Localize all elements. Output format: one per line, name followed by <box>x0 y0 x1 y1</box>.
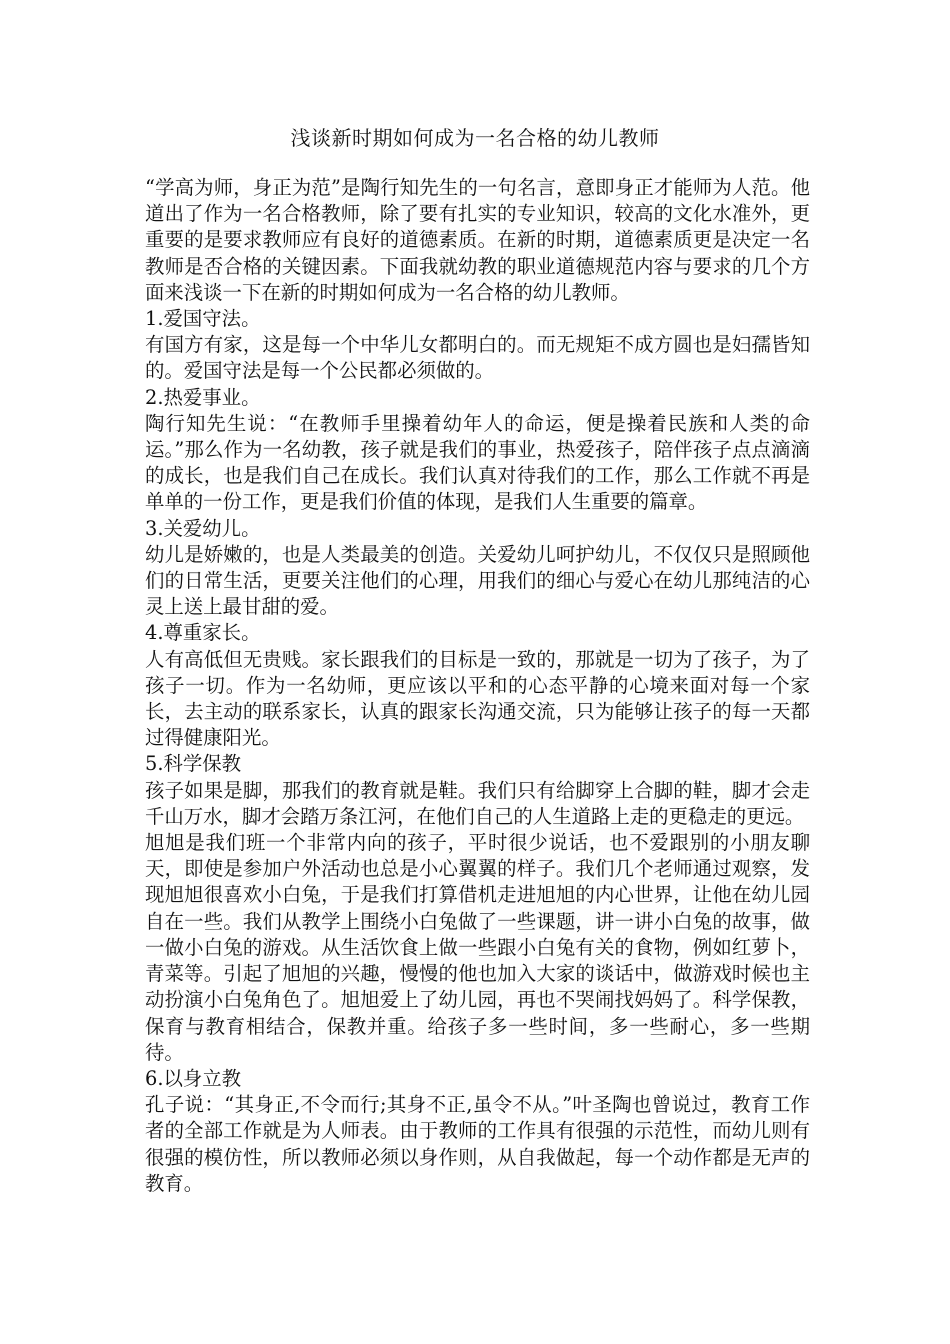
paragraph-5b: 旭旭是我们班一个非常内向的孩子，平时很少说话，也不爱跟别的小朋友聊天，即使是参加户外活动也总是小心翼翼的样子。我们几个老师通过观察，发现旭旭很喜欢小白兔，于是我们打算借机走进旭旭的内心世界，让他在幼儿园自在一些。我们从教学上围绕小白兔做了一些课题，讲一讲小白兔的故事，做一做小白兔的游戏。从生活饮食上做一些跟小白兔有关的食物，例如红萝卜，青菜等。引起了旭旭的兴趣，慢慢的他也加入大家的谈话中，做游戏时候也主动扮演小白兔角色了。旭旭爱上了幼儿园，再也不哭闹找妈妈了。科学保教，保育与教育相结合，保教并重。给孩子多一些时间，多一些耐心，多一些期待。 <box>145 831 810 1064</box>
section-heading-1: 1.爱国守法。 <box>145 307 261 331</box>
paragraph-3: 幼儿是娇嫩的，也是人类最美的创造。关爱幼儿呵护幼儿，不仅仅只是照顾他们的日常生活，更要关注他们的心理，用我们的细心与爱心在幼儿那纯洁的心灵上送上最甘甜的爱。 <box>145 542 810 619</box>
paragraph-2: 陶行知先生说：“在教师手里操着幼年人的命运，便是操着民族和人类的命运。”那么作为一名幼教，孩子就是我们的事业，热爱孩子，陪伴孩子点点滴滴的成长，也是我们自己在成长。我们认真对待我们的工作，那么工作就不再是单单的一份工作，更是我们价值的体现，是我们人生重要的篇章。 <box>145 411 810 514</box>
document-body <box>145 175 810 1197</box>
section-heading-5: 5.科学保教 <box>145 752 242 776</box>
paragraph-1: 有国方有家，这是每一个中华儿女都明白的。而无规矩不成方圆也是妇孺皆知的。爱国守法是每一个公民都必须做的。 <box>145 333 810 383</box>
section-heading-4: 4.尊重家长。 <box>145 621 261 645</box>
section-heading-6: 6.以身立教 <box>145 1066 242 1090</box>
paragraph-6: 孔子说：“其身正,不令而行;其身不正,虽令不从。”叶圣陶也曾说过，教育工作者的全部工作就是为人师表。由于教师的工作具有很强的示范性，而幼儿则有很强的模仿性，所以教师必须以身作则，从自我做起，每一个动作都是无声的教育。 <box>145 1093 810 1195</box>
section-heading-3: 3.关爱幼儿。 <box>145 516 261 540</box>
document-title: 浅谈新时期如何成为一名合格的幼儿教师 <box>290 126 660 150</box>
paragraph-intro: “学高为师，身正为范”是陶行知先生的一句名言，意即身正才能师为人范。他道出了作为一名合格教师，除了要有扎实的专业知识，较高的文化水准外，更重要的是要求教师应有良好的道德素质。在新的时期，道德素质更是决定一名教师是否合格的关键因素。下面我就幼教的职业道德规范内容与要求的几个方面来浅谈一下在新的时期如何成为一名合格的幼儿教师。 <box>145 176 810 304</box>
section-heading-2: 2.热爱事业。 <box>145 385 261 409</box>
paragraph-4: 人有高低但无贵贱。家长跟我们的目标是一致的，那就是一切为了孩子，为了孩子一切。作为一名幼师，更应该以平和的心态平静的心境来面对每一个家长，去主动的联系家长，认真的跟家长沟通交流，只为能够让孩子的每一天都过得健康阳光。 <box>145 647 810 750</box>
paragraph-5a: 孩子如果是脚，那我们的教育就是鞋。我们只有给脚穿上合脚的鞋，脚才会走千山万水，脚才会踏万条江河，在他们自己的人生道路上走的更稳走的更远。 <box>145 778 810 828</box>
